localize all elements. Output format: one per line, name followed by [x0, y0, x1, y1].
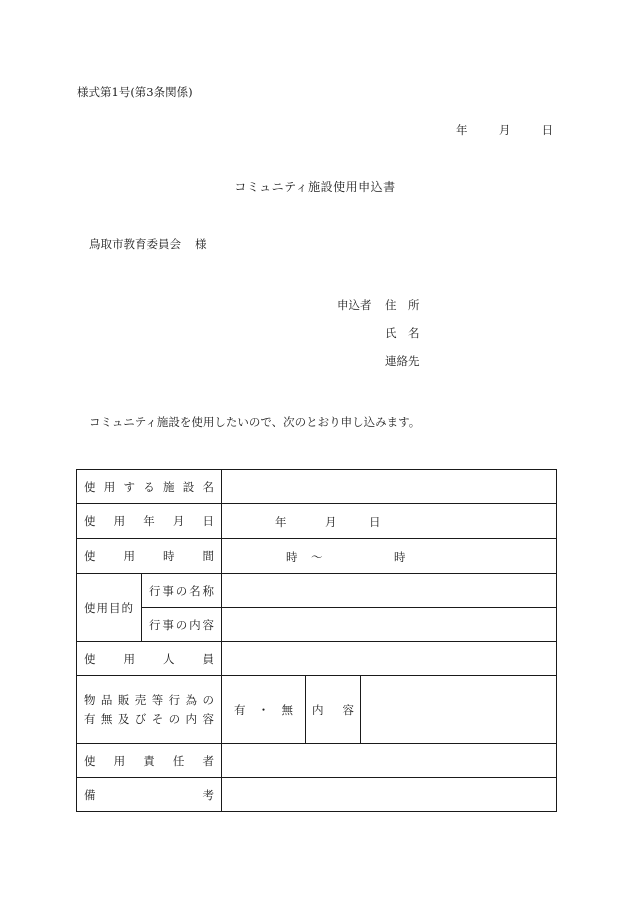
event-content-label-char: 内	[189, 617, 201, 632]
addressee	[89, 236, 207, 252]
persons-label	[77, 642, 222, 676]
remarks-value[interactable]	[222, 778, 557, 812]
applicant-address-label: 住 所	[385, 298, 420, 312]
sales-label-2-char: そ	[151, 711, 164, 726]
use-day: 日	[369, 515, 381, 529]
page-title: コミュニティ施設使用申込書	[234, 180, 396, 194]
applicant-label: 申込者	[337, 298, 372, 312]
applicant-name-label: 氏 名	[385, 326, 420, 340]
facility-label-char: 設	[182, 479, 195, 494]
persons-value[interactable]	[222, 642, 557, 676]
row-event-name	[77, 574, 557, 608]
responsible-label	[77, 744, 222, 778]
sales-content-label-char: 内	[312, 702, 324, 717]
sales-label-2-char: び	[134, 711, 147, 726]
persons-label-char: 用	[123, 651, 135, 666]
sales-yesno-char: 無	[281, 702, 293, 717]
sales-label-1-char: 品	[100, 692, 113, 707]
date-label-char: 月	[172, 514, 185, 528]
facility-label-char: 用	[103, 479, 116, 494]
event-content-label-char: 行	[149, 617, 161, 632]
facility-label-char: す	[123, 479, 135, 494]
row-date	[77, 504, 557, 539]
event-content-label	[142, 608, 222, 642]
row-facility	[77, 470, 557, 504]
sales-yesno-char: 有	[234, 702, 246, 717]
event-name-label-char: 事	[162, 583, 174, 598]
event-content-label-char: 容	[202, 617, 214, 632]
event-content-value[interactable]	[222, 608, 557, 642]
sales-yesno-cell[interactable]	[222, 676, 306, 744]
responsible-label-char: 責	[143, 753, 155, 768]
sales-label-1-char: 行	[168, 692, 181, 707]
sales-label-1-char: 販	[117, 692, 130, 707]
facility-label	[77, 470, 222, 504]
purpose-label	[77, 574, 142, 642]
event-name-label-char: 名	[189, 583, 201, 598]
row-persons	[77, 642, 557, 676]
row-responsible	[77, 744, 557, 778]
applicant-fields	[385, 297, 420, 381]
date-label-char: 年	[143, 514, 155, 528]
responsible-label-char: 用	[113, 753, 126, 768]
sales-label-1-char: 物	[84, 692, 96, 707]
use-month: 月	[325, 515, 337, 529]
responsible-label-char: 者	[202, 753, 214, 768]
purpose-label-text: 使用目的	[84, 600, 134, 615]
sales-label-1-char: 為	[185, 692, 198, 707]
sales-label-2-char: 及	[117, 711, 130, 726]
event-name-label-char: 称	[202, 583, 214, 598]
remarks-label-char: 考	[202, 787, 214, 802]
facility-label-char: る	[143, 479, 155, 494]
facility-label-char: 施	[163, 479, 175, 494]
time-label-char: 時	[163, 549, 175, 563]
responsible-label-char: 使	[84, 753, 96, 768]
row-sales	[77, 676, 557, 744]
time-to: 時	[394, 550, 406, 564]
sales-label-2-char: 内	[185, 711, 198, 726]
persons-label-char: 使	[84, 651, 96, 666]
event-name-label-char: の	[175, 583, 188, 598]
applicant-contact-label: 連絡先	[385, 354, 420, 368]
date-value[interactable]	[222, 504, 557, 539]
sales-label-1-char: の	[202, 692, 214, 707]
application-table	[76, 469, 557, 812]
remarks-label	[77, 778, 222, 812]
time-label-char: 間	[202, 549, 214, 563]
remarks-label-char: 備	[84, 787, 96, 802]
facility-label-char: 使	[84, 479, 96, 494]
date-month: 月	[498, 123, 511, 137]
responsible-label-char: 任	[172, 753, 185, 768]
use-year: 年	[275, 515, 287, 529]
time-label-char: 用	[123, 549, 135, 563]
time-label-char: 使	[84, 549, 96, 563]
sales-content-value[interactable]	[361, 676, 557, 744]
row-event-content	[77, 608, 557, 642]
event-content-label-char: の	[175, 617, 188, 632]
date-line	[456, 122, 553, 138]
responsible-value[interactable]	[222, 744, 557, 778]
event-name-value[interactable]	[222, 574, 557, 608]
time-label	[77, 539, 222, 574]
date-year: 年	[456, 123, 468, 137]
row-remarks	[77, 778, 557, 812]
date-label-char: 日	[202, 514, 214, 528]
persons-label-char: 員	[202, 651, 214, 666]
persons-label-char: 人	[163, 651, 175, 666]
time-separator: ～	[311, 550, 323, 564]
date-label-char: 用	[113, 514, 126, 528]
date-label	[77, 504, 222, 539]
form-reference: 様式第1号(第3条関係)	[77, 85, 193, 99]
date-day: 日	[541, 123, 554, 137]
sales-content-label-char: 容	[342, 702, 354, 717]
facility-value[interactable]	[222, 470, 557, 504]
sales-label-1-char: 売	[134, 692, 147, 707]
event-name-label-char: 行	[149, 583, 161, 598]
sales-content-label-cell	[306, 676, 361, 744]
row-time	[77, 539, 557, 574]
facility-label-char: 名	[202, 479, 214, 494]
sales-label-2-char: 無	[100, 711, 113, 726]
sales-label-2-char: 容	[202, 711, 214, 726]
intro-text: コミュニティ施設を使用したいので、次のとおり申し込みます。	[89, 415, 421, 429]
time-from: 時	[286, 550, 298, 564]
time-value[interactable]	[222, 539, 557, 574]
sales-label-2-char: の	[168, 711, 181, 726]
sales-label-2-char: 有	[84, 711, 96, 726]
addressee-honorific: 様	[195, 237, 207, 251]
event-name-label	[142, 574, 222, 608]
sales-label-1-char: 等	[151, 692, 164, 707]
event-content-label-char: 事	[162, 617, 174, 632]
sales-label	[77, 676, 222, 744]
date-label-char: 使	[84, 514, 96, 528]
addressee-name: 鳥取市教育委員会	[89, 237, 181, 251]
sales-yesno-char: ・	[257, 702, 270, 717]
